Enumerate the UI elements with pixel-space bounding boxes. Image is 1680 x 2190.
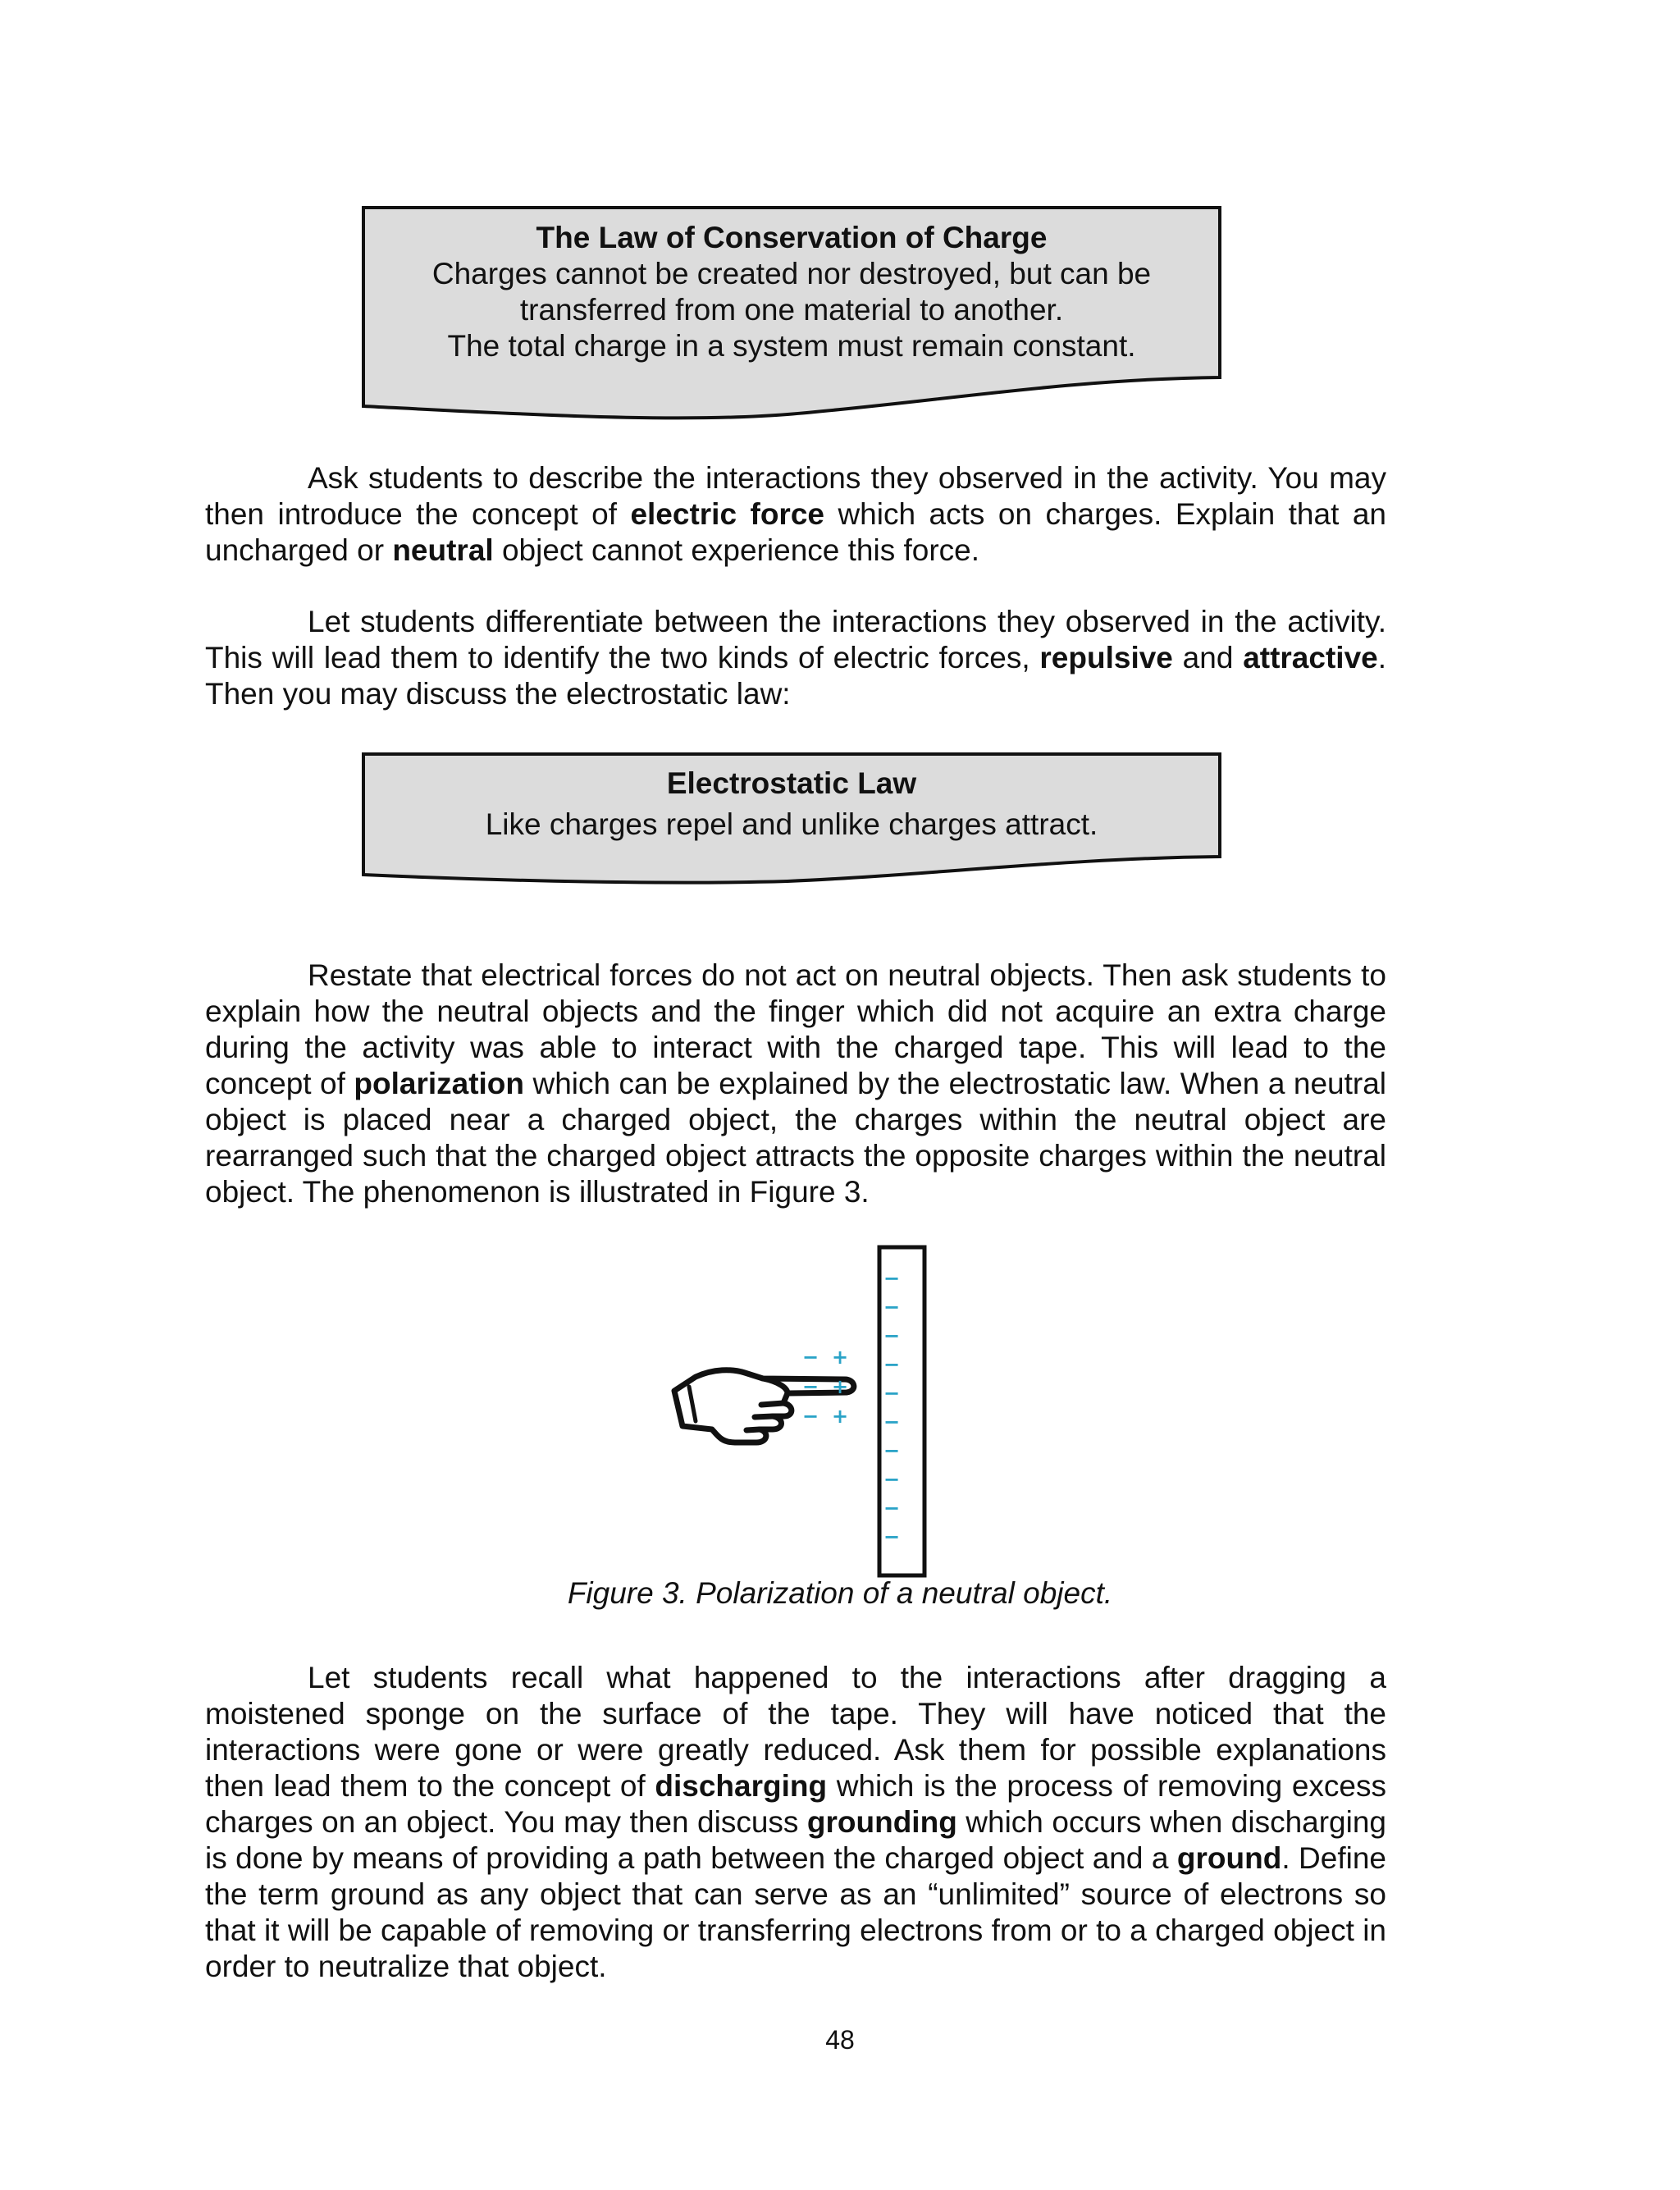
negative-charge: − — [883, 1525, 901, 1548]
term-polarization: polarization — [354, 1067, 525, 1100]
paragraph-discharging-grounding — [205, 1660, 1386, 1985]
paragraph-polarization — [205, 958, 1386, 1210]
negative-charge: − — [883, 1439, 901, 1462]
paragraph-electric-force — [205, 460, 1386, 569]
negative-charge: − — [883, 1353, 901, 1376]
positive-charge: + — [831, 1346, 849, 1369]
text-run: and — [1172, 641, 1244, 674]
figure-caption: Figure 3. Polarization of a neutral object. — [567, 1576, 1113, 1610]
text-run: which is the process of removing excess charges on an object. You may then discuss — [205, 1769, 1387, 1839]
negative-charge: − — [883, 1324, 901, 1347]
negative-charge: − — [801, 1346, 819, 1369]
term-ground: ground — [1176, 1841, 1282, 1875]
text-run: Let students recall what happened to the interactions after dragging a moistened sponge on the surface of the tape. They will have noticed that the interactions were gone or were greatly reduced. Ask them for possible explanations then lead them to the concept of — [205, 1661, 1386, 1803]
term-grounding: grounding — [806, 1805, 957, 1839]
negative-charge: − — [883, 1497, 901, 1520]
term-repulsive: repulsive — [1039, 641, 1173, 674]
text-run: which can be explained by the electrostatic law. When a neutral object is placed near a charged object, the charges within the neutral object are rearranged such that the charged object attracts the opposite charges within the neutral object. The phenomenon is illustrated in Figure 3. — [205, 1067, 1387, 1209]
callout-title: The Law of Conservation of Charge — [536, 221, 1048, 254]
text-run: Restate that electrical forces do not act on neutral objects. Then ask students to explain how the neutral objects and the finger which did not acquire an extra charge during the activity was able to interact with the charged tape. This will lead to the concept of — [205, 958, 1386, 1100]
electrostatic-law-callout — [361, 752, 1222, 887]
text-run: Let students differentiate between the interactions they observed in the activity. This will lead them to identify the two kinds of electric forces, — [205, 605, 1386, 674]
term-discharging: discharging — [655, 1769, 828, 1803]
text-run: which occurs when discharging is done by means of providing a path between the charged object and a — [205, 1805, 1386, 1875]
negative-charge: − — [801, 1405, 819, 1428]
term-neutral: neutral — [392, 533, 494, 567]
text-run: . Then you may discuss the electrostatic law: — [205, 641, 1386, 711]
term-electric-force: electric force — [630, 497, 824, 531]
callout-title: Electrostatic Law — [666, 766, 917, 800]
negative-charge: − — [883, 1382, 901, 1405]
polarization-figure — [664, 1239, 943, 1584]
negative-charge: − — [883, 1267, 901, 1290]
callout-line: Charges cannot be created nor destroyed, but can be — [431, 257, 1152, 290]
negative-charge: − — [883, 1296, 901, 1319]
positive-charge: + — [831, 1375, 849, 1398]
text-run: which acts on charges. Explain that an uncharged or — [205, 497, 1386, 567]
pointing-hand-icon — [674, 1370, 854, 1442]
page-number: 48 — [825, 2025, 855, 2055]
text-run: object cannot experience this force. — [493, 533, 980, 567]
term-attractive: attractive — [1243, 641, 1378, 674]
text-run: . Define the term ground as any object that can serve as an “unlimited” source of electrons so that it will be capable of removing or transferring electrons from or to a charged object in order to neutralize that object. — [205, 1841, 1386, 1983]
callout-line: Like charges repel and unlike charges attract. — [485, 807, 1098, 841]
negative-charge: − — [883, 1410, 901, 1433]
conservation-law-callout — [361, 205, 1222, 423]
callout-line: transferred from one material to another. — [519, 293, 1064, 327]
text-run: Ask students to describe the interactions they observed in the activity. You may then introduce the concept of — [205, 461, 1386, 531]
callout-line: The total charge in a system must remain constant. — [447, 329, 1136, 363]
positive-charge: + — [831, 1405, 849, 1428]
negative-charge: − — [883, 1468, 901, 1491]
negative-charge: − — [801, 1375, 819, 1398]
paragraph-electric-forces-kinds — [205, 604, 1386, 712]
